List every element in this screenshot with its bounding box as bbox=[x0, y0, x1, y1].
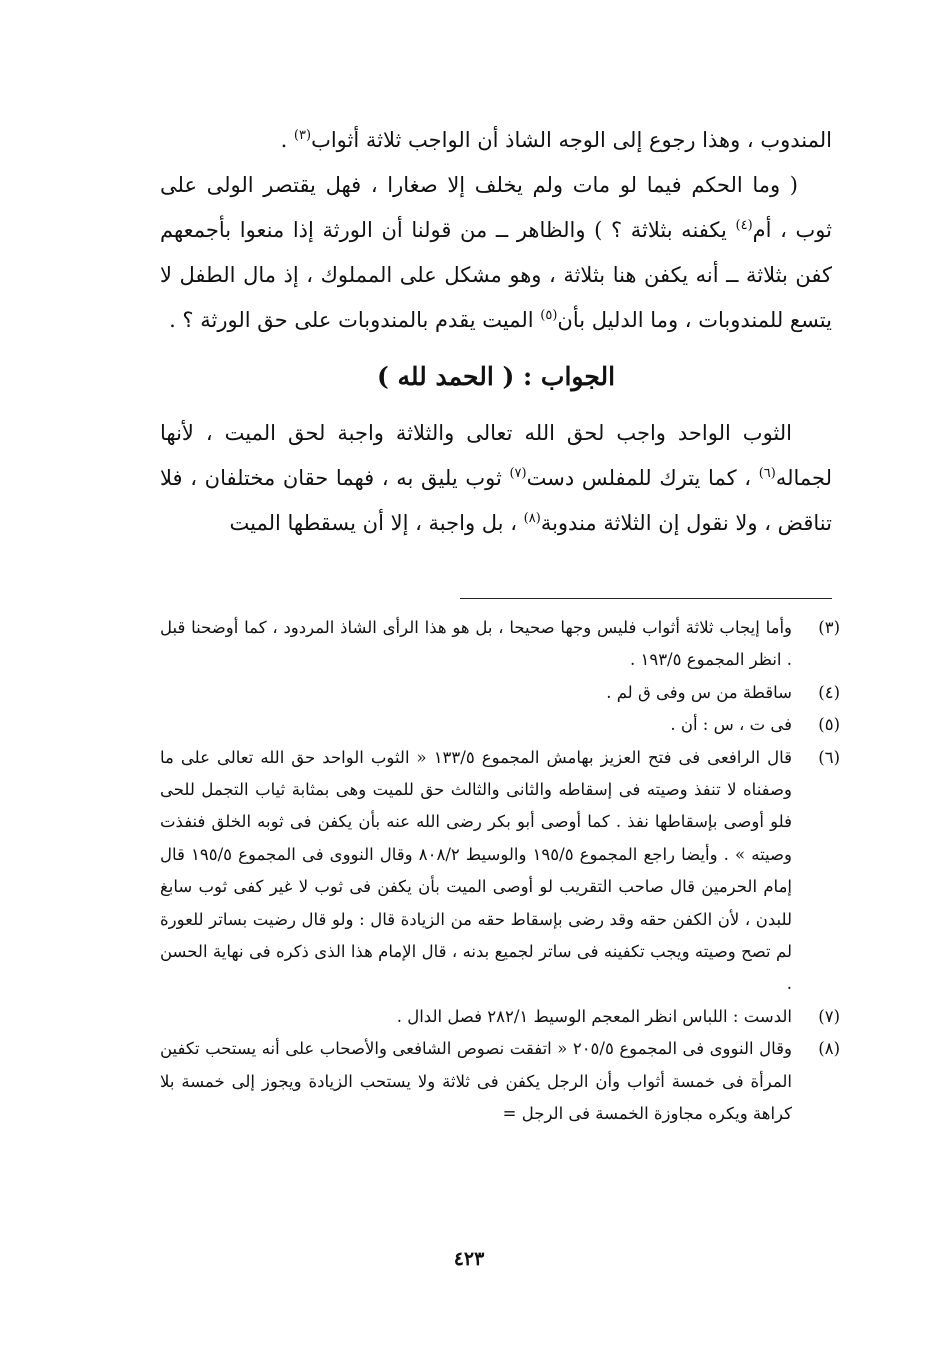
text-run: ثوب يليق به ، فهما حقان مختلفان ، فلا تناقض ، ولا نقول إن الثلاثة مندوبة bbox=[160, 466, 832, 535]
footnote-number: (٦) bbox=[818, 747, 840, 767]
footnote-text: وقال النووى فى المجموع ٢٠٥/٥ « اتفقت نصوص الشافعى والأصحاب على أنه يستحب تكفين المرأة فى خمسة أثواب وأن الرجل يكفن فى ثلاثة ولا يستحب الزيادة ويجوز إلى خمسة بلا كراهة ويكره مجاوزة الخمسة فى الرجل = bbox=[160, 1039, 792, 1124]
footnote-number: (٣) bbox=[818, 618, 840, 637]
text-run: الميت يقدم بالمندوبات على حق الورثة ؟ . bbox=[169, 308, 541, 332]
footnote-number: (٤) bbox=[818, 682, 840, 702]
footnote-text: ساقطة من س وفى ق لم . bbox=[606, 682, 792, 702]
footnote-4 bbox=[160, 677, 840, 709]
text-run: ، بل واجبة ، إلا أن يسقطها الميت bbox=[229, 511, 524, 535]
footnote-number: (٥) bbox=[818, 715, 840, 735]
footnote-ref[interactable]: (٧) bbox=[509, 466, 527, 481]
footnote-6 bbox=[160, 742, 840, 1001]
footnote-5 bbox=[160, 709, 840, 741]
main-text bbox=[160, 118, 832, 546]
text-run: المندوب ، وهذا رجوع إلى الوجه الشاذ أن الواجب ثلاثة أثواب bbox=[311, 128, 832, 152]
footnote-ref[interactable]: (٨) bbox=[523, 511, 541, 526]
footnote-ref[interactable]: (٦) bbox=[758, 466, 776, 481]
footnote-ref[interactable]: (٣) bbox=[293, 128, 312, 143]
footnote-3 bbox=[160, 612, 840, 677]
page-number: ٤٢٣ bbox=[453, 1248, 485, 1270]
footnote-number: (٨) bbox=[818, 1039, 840, 1059]
answer-paragraph bbox=[160, 411, 832, 546]
footnotes bbox=[160, 612, 840, 1131]
footnote-text: قال الرافعى فى فتح العزيز بهامش المجموع ١٣٣/٥ « الثوب الواحد حق الله تعالى على ما وصفناه لا تنفذ وصيته فى إسقاطه والثانى والثالث حق للميت وهى بمثابة ثياب التجمل للحى فلو أوصى بإسقاطها نفذ . كما أوصى أبو بكر رضى الله عنه بأن يكفن فى ثوبه الخلق فنفذت وصيته » . وأيضا راجع المجموع ١٩٥/٥ والوسيط ٨٠٨/٢ وقال النووى فى المجموع ١٩٥/٥ قال إمام الحرمين قال صاحب التقريب لو أوصى الميت بأن يكفن فى ثوب لا غير كفى ثوب سابغ للبدن ، لأن الكفن حقه وقد رضى بإسقاط حقه من الزيادة قال : ولو قال رضيت بساتر للعورة لم تصح وصيته ويجب تكفينه فى ساتر لجميع بدنه ، قال الإمام هذا الذى ذكره فى نهاية الحسن . bbox=[160, 747, 793, 994]
footnote-text: وأما إيجاب ثلاثة أثواب فليس وجها صحيحا ، بل هو هذا الرأى الشاذ المردود ، كما أوضحنا قبل . انظر المجموع ١٩٣/٥ . bbox=[160, 618, 792, 670]
footnote-7 bbox=[160, 1001, 840, 1033]
footnote-text: فى ت ، س : أن . bbox=[670, 715, 792, 735]
text-run: . bbox=[280, 128, 294, 152]
question-paragraph bbox=[160, 163, 832, 343]
footnote-divider bbox=[460, 598, 832, 599]
answer-heading: الجواب : ( الحمد لله ) bbox=[376, 362, 616, 391]
footnote-ref[interactable]: (٥) bbox=[540, 308, 558, 323]
paragraph-continuation bbox=[160, 118, 832, 163]
text-run: ، كما يترك للمفلس دست bbox=[526, 466, 759, 490]
text-run: يكفنه بثلاثة ؟ ) والظاهر ــ من قولنا أن الورثة إذا منعوا بأجمعهم كفن بثلاثة ــ أنه يكفن هنا بثلاثة ، وهو مشكل على المملوك ، إذ مال الطفل لا يتسع للمندوبات ، وما الدليل بأن bbox=[160, 218, 832, 332]
footnote-ref[interactable]: (٤) bbox=[735, 218, 753, 233]
text-run: الثوب الواحد واجب لحق الله تعالى والثلاثة واجبة لحق الميت ، لأنها لجماله bbox=[160, 421, 832, 490]
text-run: ( وما الحكم فيما لو مات ولم يخلف إلا صغارا ، فهل يقتصر الولى على ثوب ، أم bbox=[160, 173, 832, 242]
footnote-number: (٧) bbox=[818, 1006, 840, 1026]
footnote-8 bbox=[160, 1033, 840, 1130]
footnote-text: الدست : اللباس انظر المعجم الوسيط ٢٨٢/١ فصل الدال . bbox=[396, 1006, 792, 1026]
